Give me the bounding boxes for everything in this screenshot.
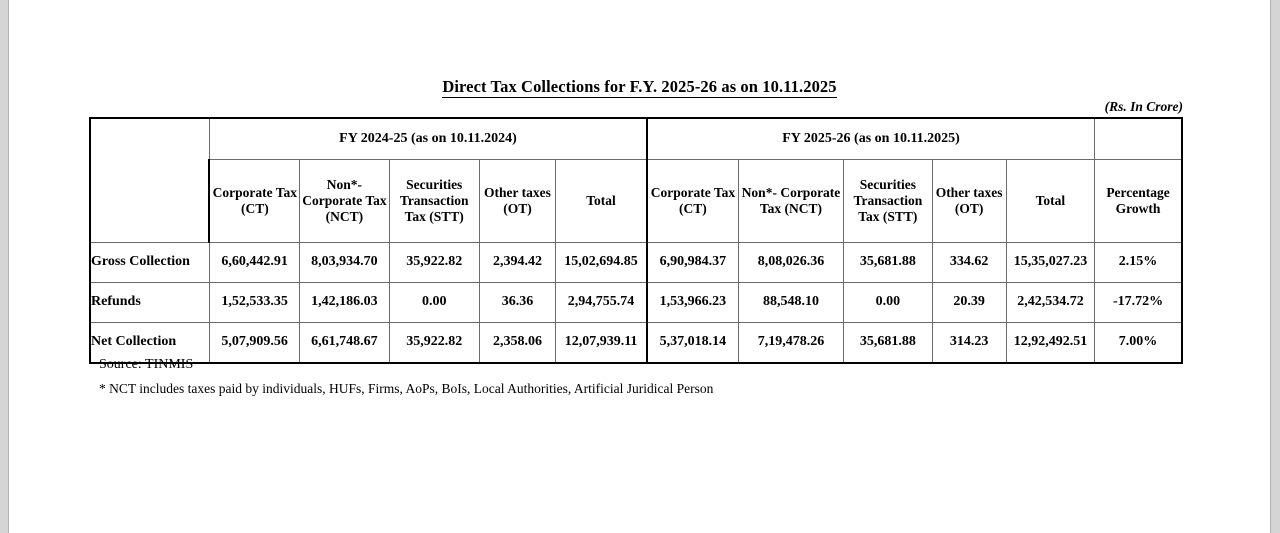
page-title bbox=[9, 77, 1270, 97]
page-gutter-right bbox=[1270, 0, 1280, 533]
row-label-gross-collection: Gross Collection bbox=[90, 243, 209, 283]
header-fy25-other-taxes: Other taxes (OT) bbox=[932, 160, 1006, 243]
cell-fy25-ot: 334.62 bbox=[932, 243, 1006, 283]
cell-fy24-total: 2,94,755.74 bbox=[556, 283, 647, 323]
direct-tax-collections-table bbox=[89, 117, 1183, 364]
page-gutter-left bbox=[0, 0, 9, 533]
cell-fy25-total: 2,42,534.72 bbox=[1006, 283, 1094, 323]
units-note: (Rs. In Crore) bbox=[1104, 99, 1183, 114]
cell-fy25-ot: 20.39 bbox=[932, 283, 1006, 323]
footnotes bbox=[99, 357, 1099, 397]
row-label-net-collection: Net Collection bbox=[90, 323, 209, 364]
table-row bbox=[90, 283, 1182, 323]
cell-fy24-total: 15,02,694.85 bbox=[556, 243, 647, 283]
cell-fy25-stt: 35,681.88 bbox=[844, 243, 932, 283]
header-group-fy-2025-26: FY 2025-26 (as on 10.11.2025) bbox=[647, 118, 1095, 160]
cell-fy24-ct: 1,52,533.35 bbox=[209, 283, 299, 323]
footnote-nct-definition: * NCT includes taxes paid by individuals, HUFs, Firms, AoPs, BoIs, Local Authorities, Artificial Juridical Person bbox=[99, 381, 714, 396]
header-fy25-securities-transaction-tax: Securities Transaction Tax (STT) bbox=[844, 160, 932, 243]
header-fy25-total: Total bbox=[1006, 160, 1094, 243]
header-fy24-non-corporate-tax: Non*- Corporate Tax (NCT) bbox=[300, 160, 389, 243]
header-fy24-other-taxes: Other taxes (OT) bbox=[479, 160, 555, 243]
header-fy25-corporate-tax: Corporate Tax (CT) bbox=[647, 160, 738, 243]
cell-fy24-stt: 35,922.82 bbox=[389, 243, 479, 283]
cell-fy25-nct: 7,19,478.26 bbox=[738, 323, 843, 364]
table-column-header-row bbox=[90, 160, 1182, 243]
header-fy24-securities-transaction-tax: Securities Transaction Tax (STT) bbox=[389, 160, 479, 243]
cell-fy24-ot: 36.36 bbox=[479, 283, 555, 323]
cell-fy25-total: 15,35,027.23 bbox=[1006, 243, 1094, 283]
header-fy25-non-corporate-tax: Non*- Corporate Tax (NCT) bbox=[738, 160, 843, 243]
cell-fy25-nct: 8,08,026.36 bbox=[738, 243, 843, 283]
cell-fy24-stt: 35,922.82 bbox=[389, 323, 479, 364]
header-fy24-total: Total bbox=[556, 160, 647, 243]
page-title-text: Direct Tax Collections for F.Y. 2025-26 as on 10.11.2025 bbox=[442, 77, 837, 96]
header-fy24-corporate-tax: Corporate Tax (CT) bbox=[209, 160, 299, 243]
cell-fy24-stt: 0.00 bbox=[389, 283, 479, 323]
cell-fy25-nct: 88,548.10 bbox=[738, 283, 843, 323]
cell-fy24-nct: 8,03,934.70 bbox=[300, 243, 389, 283]
header-cell-row-label bbox=[90, 118, 209, 243]
row-label-refunds: Refunds bbox=[90, 283, 209, 323]
cell-fy25-ct: 1,53,966.23 bbox=[647, 283, 738, 323]
cell-fy24-ct: 6,60,442.91 bbox=[209, 243, 299, 283]
cell-fy24-ot: 2,358.06 bbox=[479, 323, 555, 364]
cell-fy24-nct: 1,42,186.03 bbox=[300, 283, 389, 323]
cell-fy24-total: 12,07,939.11 bbox=[556, 323, 647, 364]
cell-fy25-ct: 5,37,018.14 bbox=[647, 323, 738, 364]
cell-percentage-growth: -17.72% bbox=[1095, 283, 1182, 323]
footnote-source: Source: TINMIS bbox=[99, 357, 194, 372]
cell-fy25-total: 12,92,492.51 bbox=[1006, 323, 1094, 364]
cell-fy24-nct: 6,61,748.67 bbox=[300, 323, 389, 364]
cell-fy25-ot: 314.23 bbox=[932, 323, 1006, 364]
cell-fy24-ct: 5,07,909.56 bbox=[209, 323, 299, 364]
cell-fy25-stt: 0.00 bbox=[844, 283, 932, 323]
cell-percentage-growth: 7.00% bbox=[1095, 323, 1182, 364]
cell-percentage-growth: 2.15% bbox=[1095, 243, 1182, 283]
table-group-header-row bbox=[90, 118, 1182, 160]
header-group-fy-2024-25: FY 2024-25 (as on 10.11.2024) bbox=[209, 118, 647, 160]
cell-fy25-ct: 6,90,984.37 bbox=[647, 243, 738, 283]
cell-fy25-stt: 35,681.88 bbox=[844, 323, 932, 364]
document-page bbox=[9, 0, 1270, 533]
cell-fy24-ot: 2,394.42 bbox=[479, 243, 555, 283]
table-row bbox=[90, 243, 1182, 283]
header-cell-growth-blank bbox=[1095, 118, 1182, 160]
header-percentage-growth: Percentage Growth bbox=[1095, 160, 1182, 243]
